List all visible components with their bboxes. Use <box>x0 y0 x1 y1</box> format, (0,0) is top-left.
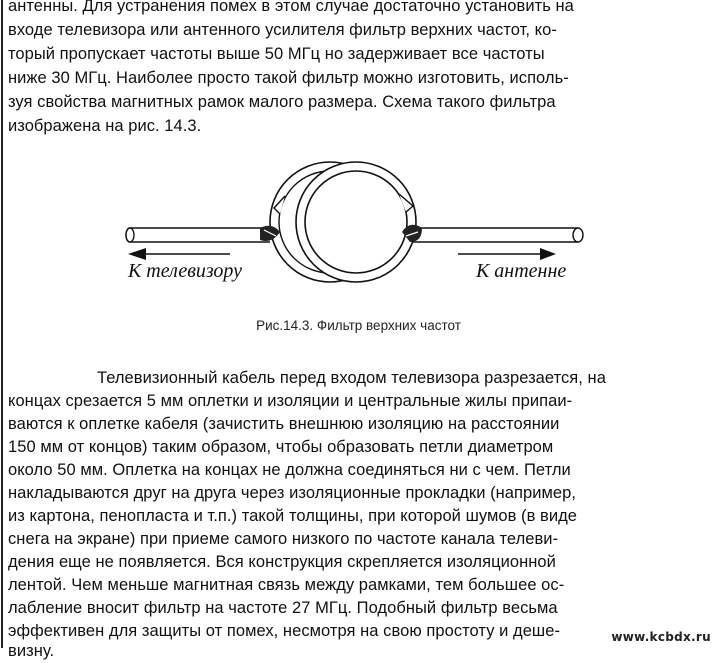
text-line: антенны. Для устранения помех в этом случае достаточно установить на <box>8 0 574 15</box>
text-line: около 50 мм. Оплетка на концах не должна соединяться ни с чем. Петли <box>8 461 571 479</box>
text-line: накладываются друг на друга через изоляционные прокладки (например, <box>8 484 576 502</box>
text-line: дения еще не появляется. Вся конструкция скрепляется изоляционной <box>8 553 556 571</box>
arrow-right-icon <box>458 248 556 260</box>
text-line: ниже 30 МГц. Наиболее просто такой фильтр можно изготовить, исполь- <box>8 69 569 87</box>
high-pass-filter-figure <box>110 150 610 300</box>
text-line: концах срезается 5 мм оплетки и изоляции и центральные жилы припаи- <box>8 392 573 410</box>
text-line: из картона, пенопласта и т.п.) такой толщины, при которой шумов (в виде <box>8 507 578 525</box>
text-line: лентой. Чем меньше магнитная связь между рамками, тем большее ос- <box>8 576 565 594</box>
text-line: 150 мм от концов) таким образом, чтобы образовать петли диаметром <box>8 438 554 456</box>
right-cable <box>410 228 583 242</box>
loop-front <box>274 162 416 282</box>
text-line: зуя свойства магнитных рамок малого размера. Схема такого фильтра <box>8 93 556 111</box>
text-line: эффективен для защиты от помех, несмотря на свою простоту и деше- <box>8 622 560 640</box>
figure-caption: Рис.14.3. Фильтр верхних частот <box>256 318 461 333</box>
text-line: входе телевизора или антенного усилителя фильтр верхних частот, ко- <box>8 21 557 39</box>
text-line: визну. <box>8 642 55 660</box>
text-line: изображена на рис. 14.3. <box>8 117 202 135</box>
text-line: ваются к оплетке кабеля (зачистить внешнюю изоляцию на расстоянии <box>8 415 560 433</box>
watermark: www.kcbdx.ru <box>611 630 711 644</box>
text-line: лабление вносит фильтр на частоте 27 МГц. Подобный фильтр весьма <box>8 599 558 617</box>
arrow-left-icon <box>128 248 230 260</box>
text-line: Телевизионный кабель перед входом телевизора разрезается, на <box>97 369 606 387</box>
text-line: снега на экране) при приеме самого низкого по частоте канала телеви- <box>8 530 559 548</box>
text-line: торый пропускает частоты выше 50 МГц но задерживает все частоты <box>8 45 545 63</box>
solder-joint-left <box>260 226 280 241</box>
label-to-antenna: К антенне <box>476 260 567 282</box>
left-cable <box>126 228 270 242</box>
label-to-tv: К телевизору <box>128 260 243 282</box>
